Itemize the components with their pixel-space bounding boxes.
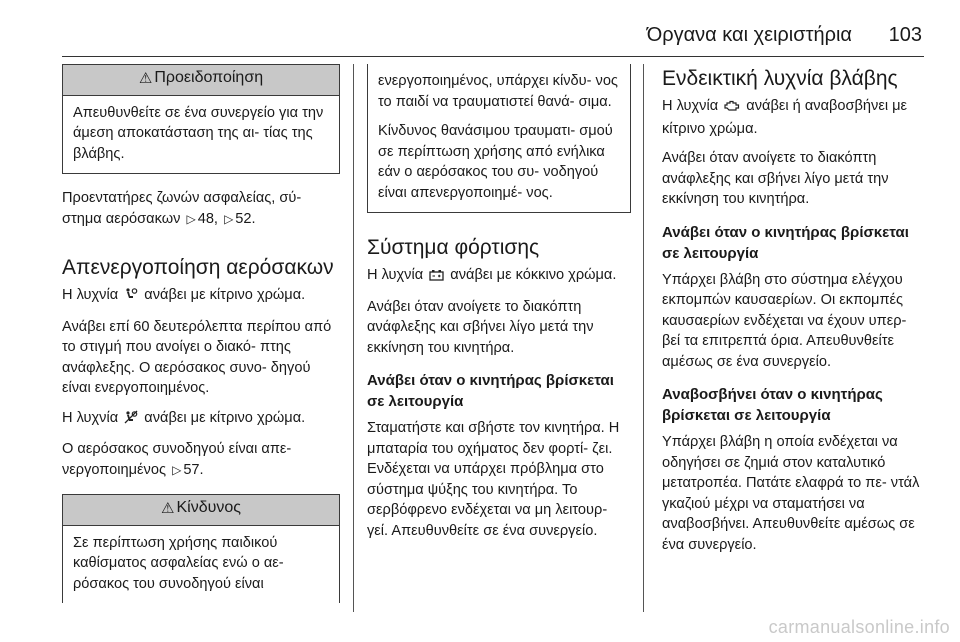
battery-lamp-paragraph [367,265,631,288]
column-divider [353,64,354,612]
airbag-off-icon [124,410,138,431]
battery-icon [429,267,444,288]
heading-malfunction-lamp: Ενδεικτική λυχνία βλάβης [662,67,898,90]
heading-charging-system: Σύστημα φόρτισης [367,236,540,259]
text-span: ανάβει με κίτρινο χρώμα. [144,409,306,426]
heading-flashing-running: Αναβοσβήνει όταν ο κινητήρας βρίσκεται σε λειτουργία [662,386,883,424]
pretensioners-paragraph [62,188,340,229]
heading-airbag-deactivation: Απενεργοποίηση αερόσακων [62,256,334,279]
reference-arrow-icon: ▷ [172,462,182,477]
warning-triangle-icon: ⚠ [161,500,175,517]
warning-triangle-icon: ⚠ [138,70,153,87]
danger-title: Κίνδυνος [176,499,241,516]
warning-title: Προειδοποίηση [154,69,264,86]
airbag-off-paragraph [62,408,340,431]
heading-lit-running: Ανάβει όταν ο κινητήρας βρίσκεται σε λειτουργία [367,372,614,410]
catalyst-paragraph: Υπάρχει βλάβη η οποία ενδέχεται να οδηγήσει σε ζημιά στον καταλυτικό μετατροπέα. Πατάτε ελαφρά το πε- ντάλ γκαζιού μέχρι να σταματήσει να αναβοσβήνει. Απευθυνθείτε αμέσως σε ένα συνεργείο. [662,434,920,553]
column-1 [62,64,340,603]
danger-box-continued [367,64,631,213]
danger-box-header [63,495,339,526]
warning-box [62,64,340,174]
danger-box [62,494,340,603]
text-span: ανάβει ή αναβοσβήνει με κίτρινο χρώμα. [662,98,908,137]
charging-ignition-paragraph: Ανάβει όταν ανοίγετε το διακόπτη ανάφλεξης και σβήνει λίγο μετά την εκκίνηση του κινητήρα. [367,298,594,356]
column-2 [367,64,631,550]
watermark: carmanualsonline.info [768,617,950,637]
deactivated-paragraph [62,439,340,480]
column-3 [662,64,926,564]
danger-continued-text-2: Κίνδυνος θανάσιμου τραυματι- σμού σε περίπτωση χρήσης από ενήλικα εάν ο αερόσακος του συ- νοδηγού είναι απενεργοποιημέ- νος. [378,123,613,201]
box-body [368,64,630,212]
engine-lamp-paragraph [662,96,926,139]
reference-link[interactable]: 57. [183,461,204,478]
header-rule [62,56,924,57]
text-span: Η λυχνία [62,287,119,303]
header-title: Όργανα και χειριστήρια [646,24,852,46]
airbag-on-paragraph [62,285,340,308]
heading-lit-running: Ανάβει όταν ο κινητήρας βρίσκεται σε λειτουργία [662,223,909,262]
reference-arrow-icon: ▷ [224,211,234,226]
text-span: Η λυχνία [367,267,424,283]
warning-text: Απευθυνθείτε σε ένα συνεργείο για την άμεση αποκατάσταση της αι- τίας της βλάβης. [73,104,324,162]
reference-link[interactable]: 52. [235,210,256,227]
text-span: ανάβει με κίτρινο χρώμα. [144,287,306,303]
engine-icon [724,98,740,119]
text-span: ανάβει με κόκκινο χρώμα. [450,267,617,283]
page-number: 103 [888,24,922,46]
engine-ignition-paragraph: Ανάβει όταν ανοίγετε το διακόπτη ανάφλεξης και σβήνει λίγο μετά την εκκίνηση του κινητήρα. [662,150,889,207]
stop-engine-paragraph: Σταματήστε και σβήστε τον κινητήρα. Η μπαταρία του οχήματος δεν φορτί- ζει. Ενδέχεται να υπάρχει πρόβλημα στο σύστημα ψύξης του κινητήρα. Το σερβόφρενο ενδέχεται να μη λειτουρ- γεί. Απευθυνθείτε σε ένα συνεργείο. [367,420,620,539]
danger-continued-text: ενεργοποιημένος, υπάρχει κίνδυ- νος το παιδί να τραυματιστεί θανά- σιμα. [378,73,618,110]
text-span: Η λυχνία [62,409,119,426]
danger-text: Σε περίπτωση χρήσης παιδικού καθίσματος ασφαλείας ενώ ο αε- ρόσακος του συνοδηγού είναι [73,534,284,592]
airbag-on-icon [124,287,138,308]
text-span: Ο αερόσακος συνοδηγού είναι απε- νεργοποιημένος [62,441,292,478]
reference-link[interactable]: 48, [197,210,218,227]
warning-box-header [63,65,339,96]
reference-arrow-icon: ▷ [186,211,196,226]
column-divider [643,64,644,612]
text-span: Η λυχνία [662,98,719,114]
emission-paragraph: Υπάρχει βλάβη στο σύστημα ελέγχου εκπομπών καυσαερίων. Οι εκπομπές καυσαερίων ενδέχεται να έχουν υπερ- βεί τα επιτρεπτά όρια. Απευθυνθείτε αμέσως σε ένα συνεργείο. [662,271,907,370]
sixty-seconds-paragraph: Ανάβει επί 60 δευτερόλεπτα περίπου από το στιγμή που ανοίγει ο διακό- πτης ανάφλεξης. Ο αερόσακος συνο- δηγού είναι ενεργοποιημένος. [62,318,332,396]
pretensioners-text: Προεντατήρες ζωνών ασφαλείας, σύ- στημα αερόσακων [62,190,302,227]
